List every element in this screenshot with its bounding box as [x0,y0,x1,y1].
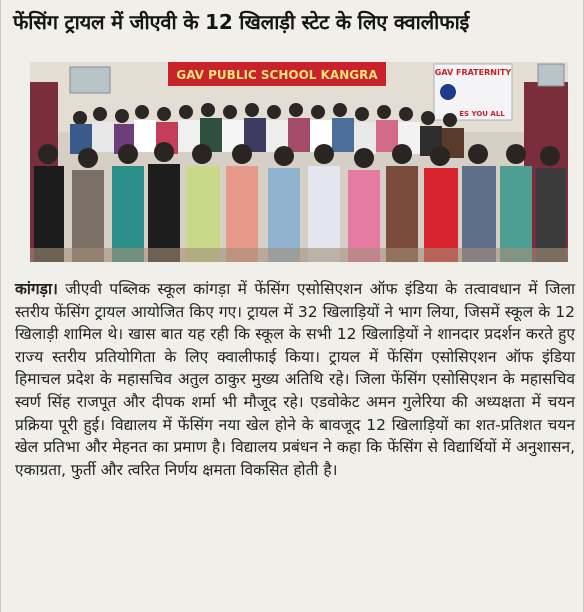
fraternity-banner-title: GAV FRATERNITY [434,68,512,77]
school-banner-text: GAV PUBLIC SCHOOL KANGRA [176,68,378,82]
article-body-text: जीएवी पब्लिक स्कूल कांगड़ा में फेंसिंग एसोसिएशन ऑफ इंडिया के तत्वावधान में जिला स्तरीय फेंसिंग ट्रायल आयोजित किए गए। ट्रायल में 32 खिलाड़ियों ने भाग लिया, जिसमें स्कूल के 12 खिलाड़ी शामिल थे। खास बात यह रही कि स्कूल के सभी 12 खिलाड़ियों ने शानदार प्रदर्शन करते हुए राज्य स्तरीय प्रतियोगिता के लिए क्वालीफाई किया। ट्रायल में फेंसिंग एसोसिएशन ऑफ इंडिया हिमाचल प्रदेश के महासचिव अतुल ठाकुर मुख्य अतिथि रहे। जिला फेंसिंग एसोसिएशन के महासचिव स्वर्ण सिंह राजपूत और दीपक शर्मा भी मौजूद रहे। एडवोकेट अमन गुलेरिया की अध्यक्षता में चयन प्रक्रिया पूरी हुई। विद्यालय में फेंसिंग नया खेल होने के बावजूद 12 खिलाड़ियों का शत-प्रतिशत चयन खेल प्रतिभा और मेहनत का प्रमाण है। विद्यालय प्रबंधन ने कहा कि फेंसिंग से विद्यार्थियों में अनुशासन, एकाग्रता, फुर्ती और त्वरित निर्णय क्षमता विकसित होती है। [15,280,575,479]
group-photo-illustration [30,62,568,262]
fraternity-banner-subtitle: ES YOU ALL [459,110,505,118]
article-body [15,278,575,481]
headline: फेंसिंग ट्रायल में जीएवी के 12 खिलाड़ी स्टेट के लिए क्वालीफाई [13,10,470,34]
article-paragraph [15,278,575,481]
dateline: कांगड़ा। [15,280,58,298]
group-photo [30,62,568,262]
